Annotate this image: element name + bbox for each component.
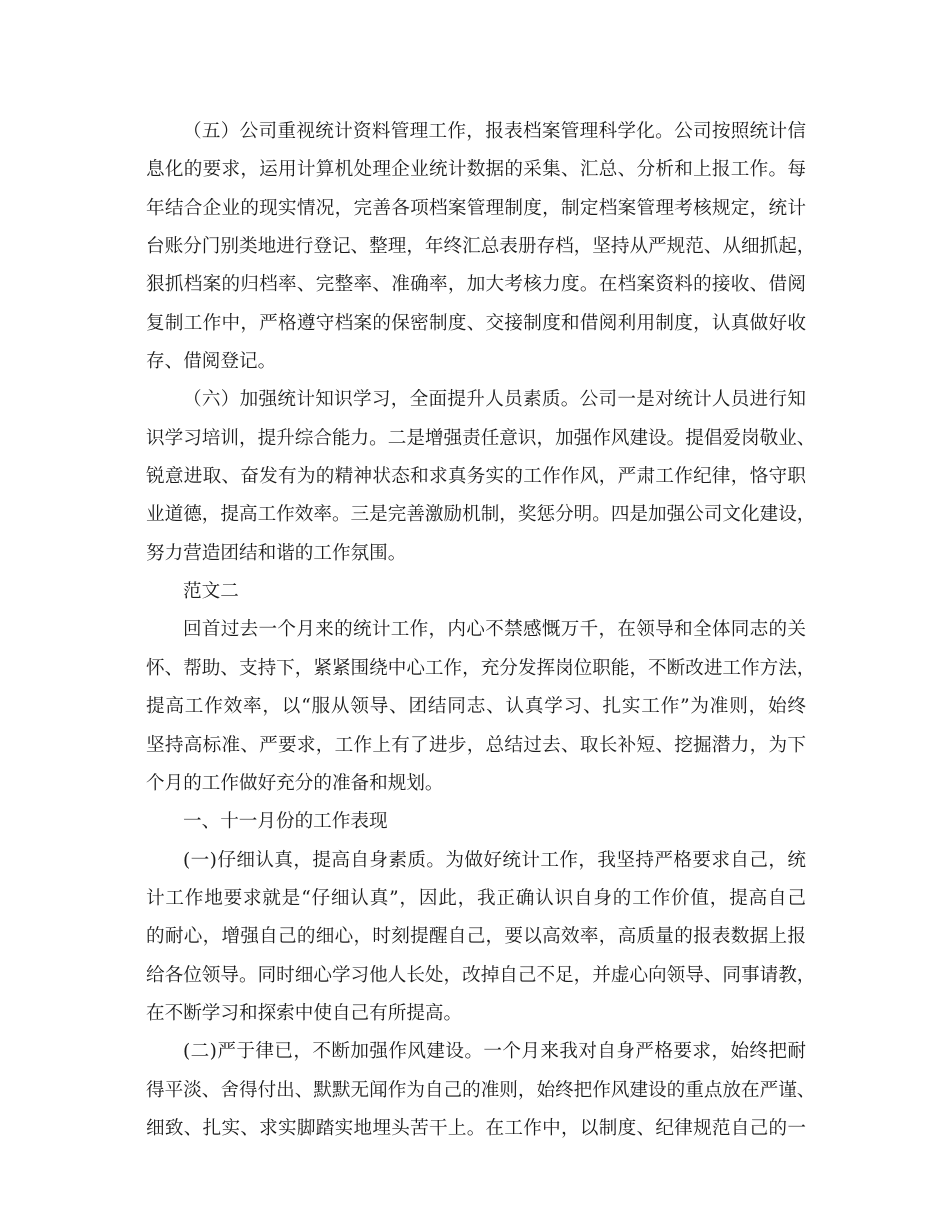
section-heading: 一、十一月份的工作表现 [183,811,388,833]
paragraph-line: 息化的要求，运用计算机处理企业统计数据的采集、汇总、分析和上报工作。每 [146,159,806,181]
paragraph-line: 复制工作中，严格遵守档案的保密制度、交接制度和借阅利用制度，认真做好收 [146,312,806,334]
paragraph-line: (二)严于律已，不断加强作风建设。一个月来我对自身严格要求，始终把耐 [183,1041,806,1063]
paragraph-line: 个月的工作做好充分的准备和规划。 [146,772,444,794]
paragraph-line: 得平淡、舍得付出、默默无闻作为自己的准则，始终把作风建设的重点放在严谨、 [146,1079,816,1101]
paragraph-line: （六）加强统计知识学习，全面提升人员素质。公司一是对统计人员进行知 [183,389,806,411]
paragraph-line: 提高工作效率，以“服从领导、团结同志、认真学习、扎实工作”为准则，始终 [146,696,806,718]
paragraph-line: 怀、帮助、支持下，紧紧围绕中心工作，充分发挥岗位职能，不断改进工作方法， [146,657,816,679]
paragraph-line: 坚持高标准、严要求，工作上有了进步，总结过去、取长补短、挖掘潜力，为下 [146,734,806,756]
paragraph-line: 回首过去一个月来的统计工作，内心不禁感慨万千，在领导和全体同志的关 [183,619,806,641]
paragraph-line: 计工作地要求就是“仔细认真”，因此，我正确认识自身的工作价值，提高自己 [146,887,806,909]
paragraph-line: 细致、扎实、求实脚踏实地埋头苦干上。在工作中，以制度、纪律规范自己的一 [146,1117,806,1139]
paragraph-line: 业道德，提高工作效率。三是完善激励机制，奖惩分明。四是加强公司文化建设， [146,504,816,526]
paragraph-line: 存、借阅登记。 [146,351,277,373]
paragraph-line: 在不断学习和探索中使自己有所提高。 [146,1002,463,1024]
paragraph-line: 给各位领导。同时细心学习他人长处，改掉自己不足，并虚心向领导、同事请教， [146,964,816,986]
paragraph-line: 识学习培训，提升综合能力。二是增强责任意识，加强作风建设。提倡爱岗敬业、 [146,427,816,449]
paragraph-line: 狠抓档案的归档率、完整率、准确率，加大考核力度。在档案资料的接收、借阅 [146,274,806,296]
paragraph-line: 年结合企业的现实情况，完善各项档案管理制度，制定档案管理考核规定，统计 [146,197,806,219]
section-heading: 范文二 [183,581,239,603]
paragraph-line: 的耐心，增强自己的细心，时刻提醒自己，要以高效率，高质量的报表数据上报 [146,926,806,948]
paragraph-line: (一)仔细认真，提高自身素质。为做好统计工作，我坚持严格要求自己，统 [183,849,806,871]
paragraph-line: 锐意进取、奋发有为的精神状态和求真务实的工作作风，严肃工作纪律，恪守职 [146,466,806,488]
paragraph-line: 台账分门别类地进行登记、整理，年终汇总表册存档，坚持从严规范、从细抓起， [146,236,816,258]
paragraph-line: 努力营造团结和谐的工作氛围。 [146,542,407,564]
document-body [146,113,816,1148]
paragraph-line: （五）公司重视统计资料管理工作，报表档案管理科学化。公司按照统计信 [183,121,806,142]
